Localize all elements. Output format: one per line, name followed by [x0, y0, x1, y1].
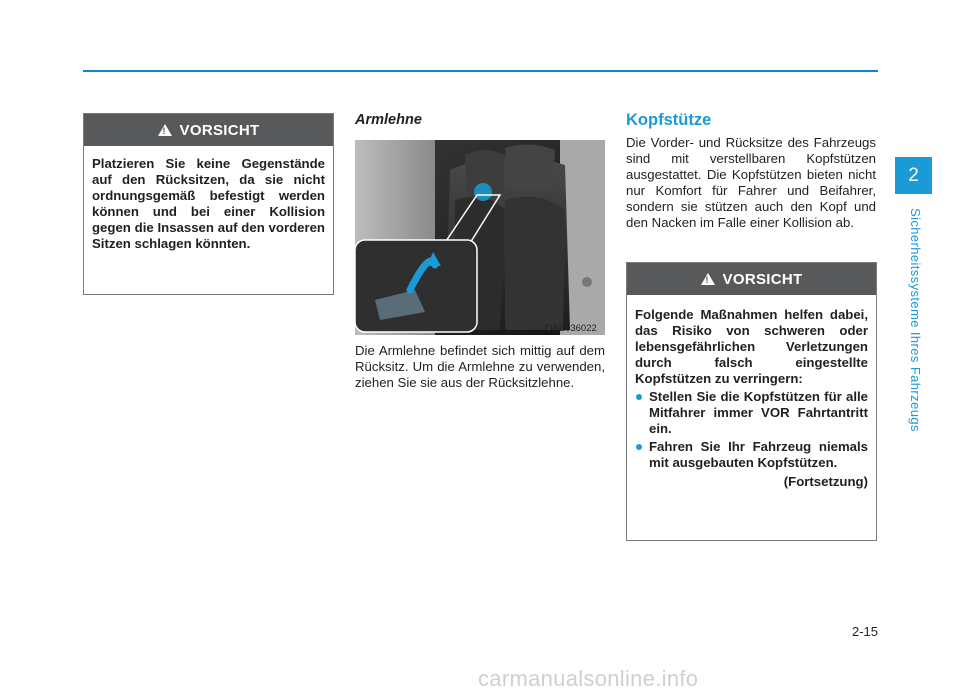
section-title-kopfstuetze: Kopfstütze — [626, 111, 712, 129]
caution-header — [627, 263, 876, 295]
bullet-dot-icon — [636, 444, 642, 450]
caution-bullet-list — [635, 389, 868, 471]
rear-seat-illustration — [355, 140, 605, 335]
list-item — [635, 389, 868, 437]
caution-box-left — [83, 113, 334, 295]
top-rule — [83, 70, 878, 72]
kopfstuetze-paragraph: Die Vorder- und Rücksitze des Fahrzeugs sind mit verstellbaren Kopfstützen ausgestattet. Die Kopfstützen bieten nicht nur Komfort für Fahrer und Beifahrer, sondern sie stützen auch den Kopf und den Nacken im Falle einer Kollision ab. — [626, 135, 876, 230]
armlehne-paragraph: Die Armlehne befindet sich mittig auf dem Rücksitz. Um die Armlehne zu verwenden, ziehen Sie sie aus der Rücksitzlehne. — [355, 343, 605, 390]
bullet-text: Stellen Sie die Kopfstützen für alle Mitfahrer immer VOR Fahrtantritt ein. — [649, 389, 868, 436]
watermark: carmanualsonline.info — [478, 666, 699, 691]
chapter-title: Sicherheitssysteme Ihres Fahrzeugs — [908, 208, 923, 432]
section-title-armlehne: Armlehne — [355, 112, 422, 128]
warning-triangle-icon — [701, 273, 715, 285]
bullet-dot-icon — [636, 394, 642, 400]
armrest-photo — [355, 140, 605, 335]
caution-text: Platzieren Sie keine Gegenstände auf den Rücksitzen, da sie nicht ordnungsgemäß befestigt werden können und bei einer Kollision gegen die Insassen auf den vorderen Sitzen schlagen könnten. — [92, 156, 325, 251]
page-number: 2-15 — [851, 624, 878, 639]
chapter-tab — [895, 157, 932, 194]
bullet-text: Fahren Sie Ihr Fahrzeug niemals mit ausgebauten Kopfstützen. — [649, 439, 868, 470]
list-item — [635, 439, 868, 471]
caution-body — [627, 295, 876, 500]
image-code: OAE036022 — [545, 323, 597, 334]
caution-box-right — [626, 262, 877, 541]
continued-note: (Fortsetzung) — [783, 474, 868, 489]
caution-header — [84, 114, 333, 146]
caution-intro: Folgende Maßnahmen helfen dabei, das Risiko von schweren oder lebensgefährlichen Verletzungen durch falsch eingestellte Kopfstützen zu verringern: — [635, 307, 868, 386]
caution-header-label: VORSICHT — [722, 270, 803, 288]
chapter-number: 2 — [908, 164, 919, 186]
warning-triangle-icon — [158, 124, 172, 136]
caution-header-label: VORSICHT — [179, 121, 260, 139]
